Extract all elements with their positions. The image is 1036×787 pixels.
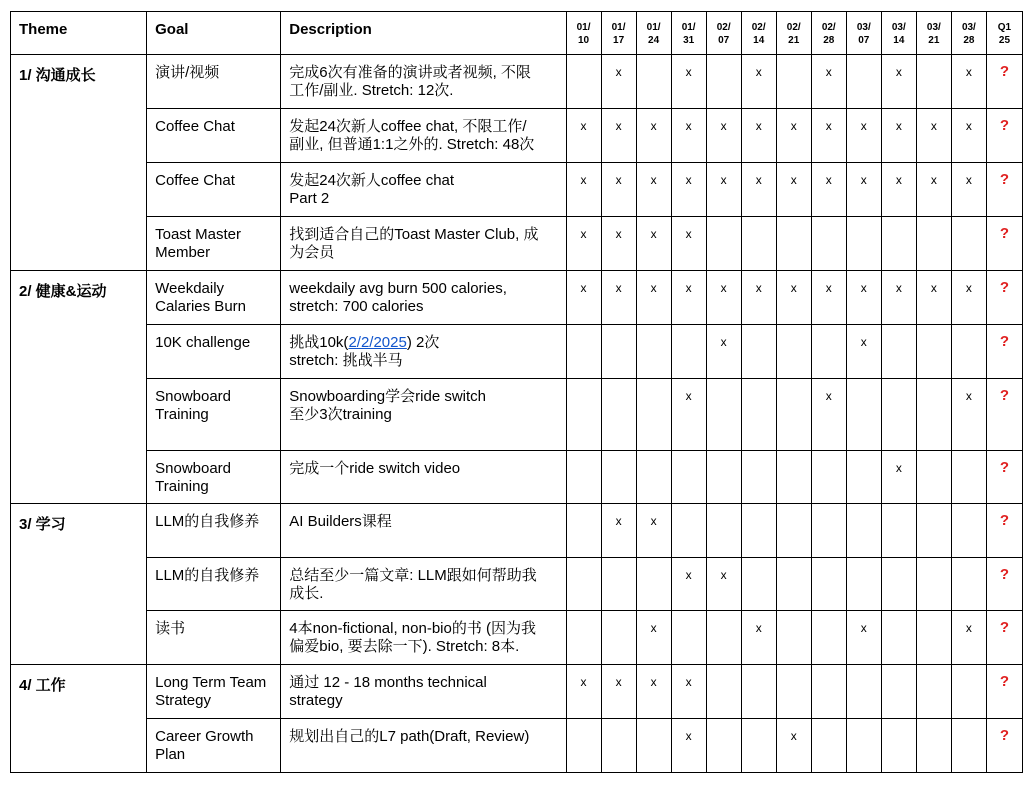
progress-mark: x [706,271,741,325]
progress-mark: x [671,271,706,325]
week-cell [811,504,846,558]
week-header: 03/ 28 [951,12,986,55]
week-cell [916,325,951,379]
quarter-status: ? [986,611,1022,665]
progress-mark: x [951,109,986,163]
week-cell [916,451,951,504]
week-cell [741,504,776,558]
week-cell [951,217,986,271]
week-cell [846,665,881,719]
progress-mark: x [671,665,706,719]
week-cell [601,451,636,504]
description-line: 发起24次新人coffee chat [289,172,455,189]
table-row [11,665,1023,719]
progress-mark: x [671,55,706,109]
progress-mark: x [951,611,986,665]
week-cell [601,379,636,451]
week-header: 01/ 17 [601,12,636,55]
week-cell [846,504,881,558]
quarter-status: ? [986,217,1022,271]
description-cell [281,109,566,163]
progress-mark: x [881,109,916,163]
quarter-status: ? [986,271,1022,325]
description-line: stretch: 挑战半马 [289,352,403,369]
quarter-status: ? [986,109,1022,163]
week-header: 03/ 21 [916,12,951,55]
week-cell [776,217,811,271]
description-cell [281,558,566,611]
header-row [11,12,1023,55]
goal-cell: Career Growth Plan [147,719,281,773]
description-line: 工作/副业. Stretch: 12次. [289,82,454,99]
week-cell [951,719,986,773]
week-cell [741,558,776,611]
week-cell [916,665,951,719]
progress-mark: x [601,504,636,558]
week-header: 03/ 07 [846,12,881,55]
progress-mark: x [776,271,811,325]
description-line: 偏爱bio, 要去除一下). Stretch: 8本. [289,638,520,655]
week-cell [566,379,601,451]
goal-cell: LLM的自我修养 [147,558,281,611]
week-cell [706,379,741,451]
theme-cell: 4/ 工作 [11,665,147,773]
week-cell [811,217,846,271]
progress-mark: x [811,55,846,109]
week-cell [951,504,986,558]
week-cell [846,379,881,451]
description-line: 规划出自己的L7 path(Draft, Review) [289,728,530,745]
progress-mark: x [636,271,671,325]
week-cell [811,325,846,379]
progress-mark: x [881,271,916,325]
week-cell [846,719,881,773]
week-cell [811,611,846,665]
week-cell [566,611,601,665]
week-cell [706,611,741,665]
progress-mark: x [566,109,601,163]
week-header: 01/ 10 [566,12,601,55]
week-header: 01/ 31 [671,12,706,55]
week-cell [706,55,741,109]
week-cell [601,558,636,611]
description-line: weekdaily avg burn 500 calories, [289,280,507,297]
goal-cell: Toast Master Member [147,217,281,271]
progress-mark: x [636,217,671,271]
week-cell [741,719,776,773]
progress-mark: x [636,504,671,558]
quarter-status: ? [986,719,1022,773]
description-line: 找到适合自己的Toast Master Club, 成 [289,226,539,243]
progress-mark: x [566,217,601,271]
description-line: 完成一个ride switch video [289,460,461,477]
week-cell [951,665,986,719]
progress-mark: x [636,665,671,719]
week-cell [916,504,951,558]
week-cell [776,379,811,451]
quarter-status: ? [986,558,1022,611]
week-cell [811,451,846,504]
table-row [11,217,1023,271]
week-cell [601,325,636,379]
progress-mark: x [706,163,741,217]
quarter-status: ? [986,451,1022,504]
description-line: 为会员 [289,244,335,261]
table-row [11,719,1023,773]
table-row [11,451,1023,504]
week-cell [916,379,951,451]
description-cell [281,665,566,719]
progress-mark: x [916,271,951,325]
week-header: 02/ 14 [741,12,776,55]
week-cell [706,665,741,719]
progress-mark: x [601,109,636,163]
progress-mark: x [671,109,706,163]
week-cell [776,558,811,611]
description-line: Snowboarding学会ride switch [289,388,487,405]
description-text: 挑战10k( [289,334,349,351]
progress-mark: x [706,325,741,379]
description-cell [281,55,566,109]
description-cell [281,504,566,558]
description-cell [281,379,566,451]
quarter-status: ? [986,325,1022,379]
week-cell [881,719,916,773]
week-cell [881,217,916,271]
progress-mark: x [881,55,916,109]
progress-mark: x [916,163,951,217]
week-cell [741,217,776,271]
week-cell [951,451,986,504]
description-cell [281,271,566,325]
week-cell [671,451,706,504]
progress-mark: x [951,271,986,325]
description-line [289,334,557,352]
progress-mark: x [601,665,636,719]
table-row [11,271,1023,325]
progress-mark: x [671,379,706,451]
progress-mark: x [566,665,601,719]
progress-mark: x [916,109,951,163]
progress-mark: x [741,163,776,217]
week-cell [671,611,706,665]
progress-mark: x [601,163,636,217]
progress-mark: x [951,163,986,217]
progress-mark: x [846,271,881,325]
week-header: 03/ 14 [881,12,916,55]
description-cell [281,611,566,665]
progress-mark: x [846,325,881,379]
description-line: 完成6次有准备的演讲或者视频, 不限 [289,64,531,81]
progress-mark: x [811,109,846,163]
week-cell [916,558,951,611]
progress-mark: x [636,611,671,665]
week-cell [706,451,741,504]
theme-header: Theme [11,12,147,55]
week-cell [916,55,951,109]
progress-mark: x [776,109,811,163]
week-cell [916,611,951,665]
progress-mark: x [601,217,636,271]
progress-mark: x [741,55,776,109]
week-cell [881,379,916,451]
week-cell [671,325,706,379]
description-header: Description [281,12,566,55]
quarter-status: ? [986,379,1022,451]
table-row [11,325,1023,379]
goal-header: Goal [147,12,281,55]
week-cell [811,665,846,719]
description-cell [281,217,566,271]
goal-cell: Long Term Team Strategy [147,665,281,719]
week-cell [636,379,671,451]
quarter-status: ? [986,504,1022,558]
week-cell [846,558,881,611]
theme-cell: 3/ 学习 [11,504,147,665]
goal-cell: Coffee Chat [147,109,281,163]
description-cell [281,325,566,379]
progress-mark: x [846,109,881,163]
week-header: 02/ 21 [776,12,811,55]
progress-mark: x [671,558,706,611]
progress-mark: x [601,271,636,325]
week-cell [776,665,811,719]
goal-cell: LLM的自我修养 [147,504,281,558]
week-cell [776,451,811,504]
goal-cell: 演讲/视频 [147,55,281,109]
week-cell [881,611,916,665]
week-cell [881,558,916,611]
table-row [11,109,1023,163]
week-cell [741,325,776,379]
week-cell [951,558,986,611]
goal-cell: Snowboard Training [147,379,281,451]
progress-mark: x [741,611,776,665]
week-cell [566,504,601,558]
progress-mark: x [881,451,916,504]
progress-mark: x [566,163,601,217]
week-cell [916,217,951,271]
week-cell [916,719,951,773]
quarter-status: ? [986,55,1022,109]
description-line: 副业, 但普通1:1之外的. Stretch: 48次 [289,136,535,153]
week-cell [846,217,881,271]
week-cell [601,611,636,665]
week-cell [776,504,811,558]
progress-mark: x [741,271,776,325]
week-cell [776,55,811,109]
progress-mark: x [846,611,881,665]
goal-cell: Coffee Chat [147,163,281,217]
description-text: ) 2次 [406,334,440,351]
progress-mark: x [951,379,986,451]
description-line: 成长. [289,585,324,602]
table-row [11,504,1023,558]
week-cell [671,504,706,558]
week-cell [846,451,881,504]
week-cell [566,325,601,379]
week-cell [566,719,601,773]
description-cell [281,451,566,504]
progress-mark: x [706,558,741,611]
goal-cell: 读书 [147,611,281,665]
progress-mark: x [601,55,636,109]
week-cell [881,504,916,558]
table-row [11,55,1023,109]
week-cell [636,55,671,109]
week-header: 02/ 28 [811,12,846,55]
description-line: 发起24次新人coffee chat, 不限工作/ [289,118,527,135]
week-header: 02/ 07 [706,12,741,55]
progress-mark: x [636,109,671,163]
description-line: stretch: 700 calories [289,298,424,315]
progress-mark: x [881,163,916,217]
goals-table [10,11,1023,773]
week-cell [636,558,671,611]
week-cell [566,451,601,504]
week-cell [566,558,601,611]
week-cell [881,325,916,379]
description-line: Part 2 [289,190,330,207]
progress-mark: x [671,719,706,773]
progress-mark: x [951,55,986,109]
progress-mark: x [811,271,846,325]
goal-cell: 10K challenge [147,325,281,379]
week-cell [706,217,741,271]
progress-mark: x [776,719,811,773]
description-line: 4本non-fictional, non-bio的书 (因为我 [289,620,537,637]
progress-mark: x [811,379,846,451]
progress-mark: x [636,163,671,217]
week-cell [811,558,846,611]
description-cell [281,163,566,217]
week-cell [601,719,636,773]
week-cell [566,55,601,109]
description-line: 总结至少一篇文章: LLM跟如何帮助我 [289,567,537,584]
week-cell [776,611,811,665]
progress-mark: x [741,109,776,163]
week-cell [951,325,986,379]
progress-mark: x [776,163,811,217]
week-header: 01/ 24 [636,12,671,55]
week-cell [846,55,881,109]
week-cell [636,719,671,773]
week-cell [636,325,671,379]
progress-mark: x [811,163,846,217]
week-cell [636,451,671,504]
table-row [11,163,1023,217]
table-row [11,558,1023,611]
progress-mark: x [706,109,741,163]
progress-mark: x [671,163,706,217]
description-line: AI Builders课程 [289,513,392,530]
week-cell [776,325,811,379]
description-cell [281,719,566,773]
week-cell [706,719,741,773]
week-cell [741,379,776,451]
description-line: 通过 12 - 18 months technical [289,674,487,691]
description-line: strategy [289,692,343,709]
quarter-status: ? [986,163,1022,217]
theme-cell: 1/ 沟通成长 [11,55,147,271]
week-cell [881,665,916,719]
date-link[interactable]: 2/2/2025 [348,334,407,351]
week-cell [741,451,776,504]
table-row [11,611,1023,665]
week-cell [741,665,776,719]
progress-mark: x [566,271,601,325]
description-line: 至少3次training [289,406,392,423]
goal-cell: Weekdaily Calaries Burn [147,271,281,325]
quarter-status: ? [986,665,1022,719]
week-cell [706,504,741,558]
theme-cell: 2/ 健康&运动 [11,271,147,504]
table-row [11,379,1023,451]
progress-mark: x [846,163,881,217]
progress-mark: x [671,217,706,271]
goal-cell: Snowboard Training [147,451,281,504]
quarter-header: Q1 25 [986,12,1022,55]
week-cell [811,719,846,773]
